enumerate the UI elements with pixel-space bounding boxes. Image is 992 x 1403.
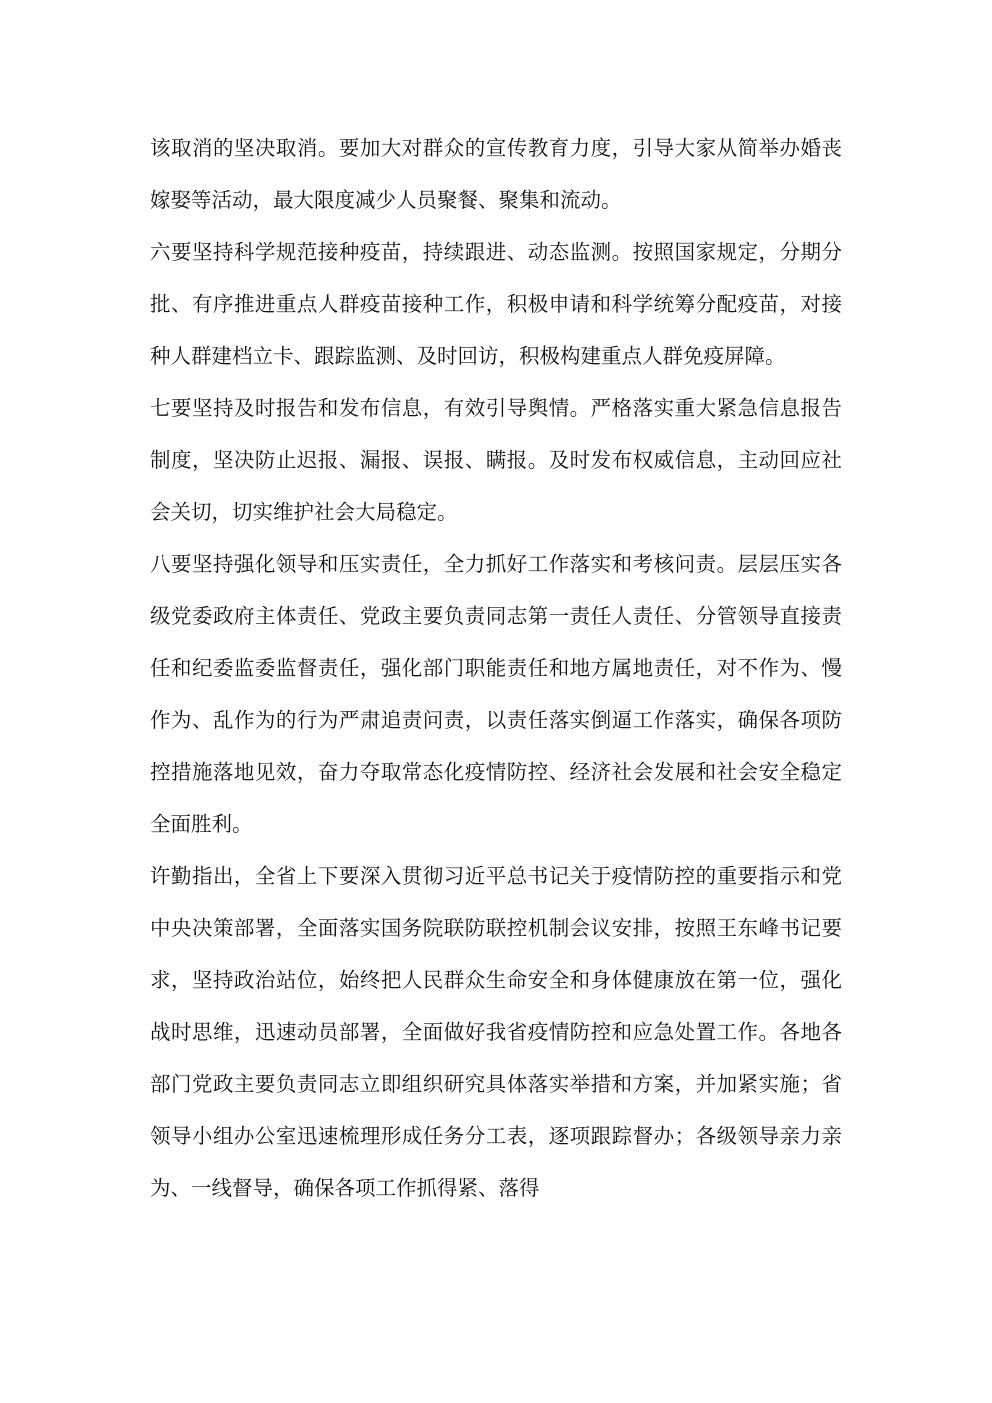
paragraph-cancel-gatherings: 该取消的坚决取消。要加大对群众的宣传教育力度，引导大家从简举办婚丧嫁娶等活动，最大限度减少人员聚餐、聚集和流动。 xyxy=(150,136,842,212)
paragraph-leadership-responsibility: 八要坚持强化领导和压实责任，全力抓好工作落实和考核问责。层层压实各级党委政府主体责任、党政主要负责同志第一责任人责任、分管领导直接责任和纪委监委监督责任，强化部门职能责任和地方属地责任，对不作为、慢作为、乱作为的行为严肃追责问责，以责任落实倒逼工作落实，确保各项防控措施落地见效，奋力夺取常态化疫情防控、经济社会发展和社会安全稳定全面胜利。 xyxy=(150,552,842,836)
paragraph-information-reporting: 七要坚持及时报告和发布信息，有效引导舆情。严格落实重大紧急信息报告制度，坚决防止迟报、漏报、误报、瞒报。及时发布权威信息，主动回应社会关切，切实维护社会大局稳定。 xyxy=(150,396,842,524)
paragraph-xu-qin-remarks: 许勤指出，全省上下要深入贯彻习近平总书记关于疫情防控的重要指示和党中央决策部署，全面落实国务院联防联控机制会议安排，按照王东峰书记要求，坚持政治站位，始终把人民群众生命安全和身体健康放在第一位，强化战时思维，迅速动员部署，全面做好我省疫情防控和应急处置工作。各地各部门党政主要负责同志立即组织研究具体落实举措和方案，并加紧实施；省领导小组办公室迅速梳理形成任务分工表，逐项跟踪督办；各级领导亲力亲为、一线督导，确保各项工作抓得紧、落得 xyxy=(150,864,842,1200)
paragraph-vaccination: 六要坚持科学规范接种疫苗，持续跟进、动态监测。按照国家规定，分期分批、有序推进重点人群疫苗接种工作，积极申请和科学统筹分配疫苗，对接种人群建档立卡、跟踪监测、及时回访，积极构建重点人群免疫屏障。 xyxy=(150,240,842,368)
document-body xyxy=(150,122,842,1214)
